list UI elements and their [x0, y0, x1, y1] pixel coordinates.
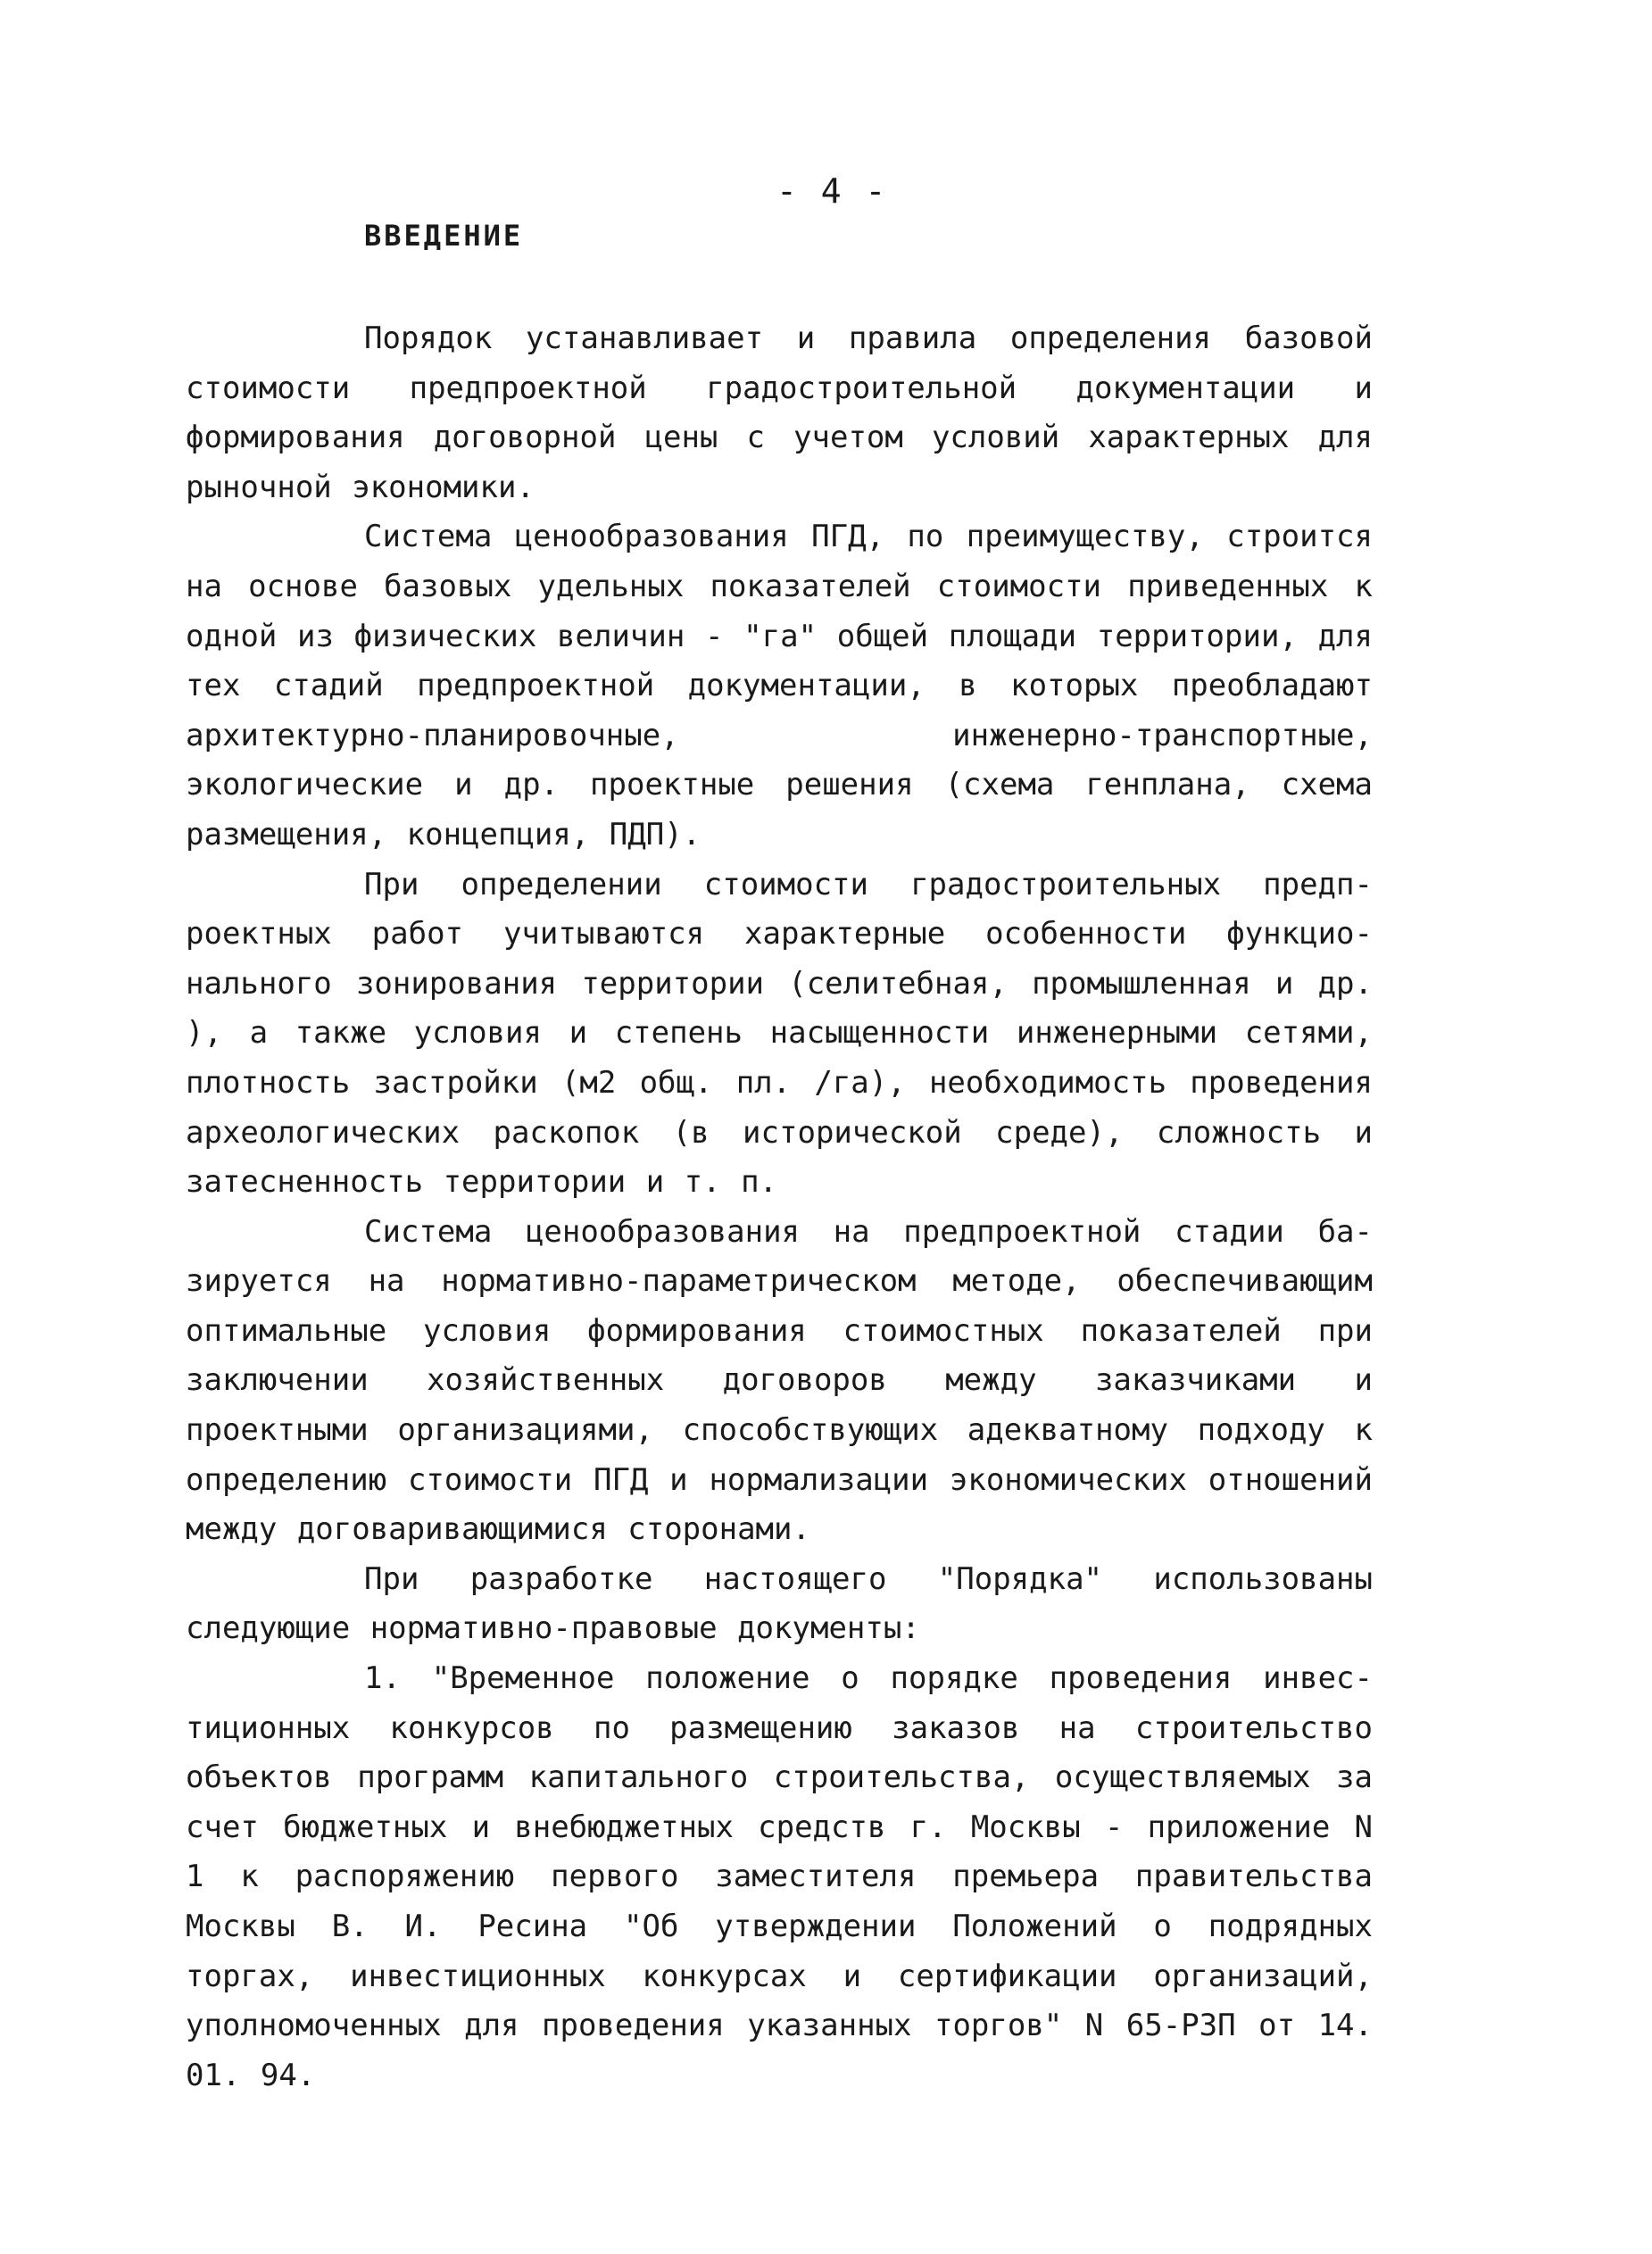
list-item: 1. "Временное положение о порядке проведения инвестиционных конкурсов по размещению заказов на строительство объектов программ капитального строительства, осуществляемых за счет бюджетных и внебюджетных средств г. Москвы - приложение N 1 к распоряжению первого заместителя премьера правительства Москвы В. И. Ресина "Об утверждении Положений о подрядных торгах, инвестиционных конкурсах и сертификации организаций, уполномоченных для проведения указанных торгов" N 65-РЗП от 14. 01. 94.: [186, 1660, 1373, 2093]
body-text: [186, 314, 1373, 2100]
paragraph: Порядок устанавливает и правила определения базовой стоимости предпроектной градостроительной документации и формирования договорной цены с учетом условий характерных для рыночной экономики.: [186, 320, 1373, 505]
page-number: - 4 -: [776, 171, 888, 211]
paragraph: Система ценообразования ПГД, по преимуществу, строится на основе базовых удельных показателей стоимости приведенных к одной из физических величин - "га" общей площади территории, для тех стадий предпроектной документации, в которых преобладают архитектурно-планировочные, инженерно-транспортные, экологические и др. проектные решения (схема генплана, схема размещения, концепция, ПДП).: [186, 519, 1373, 853]
section-heading: ВВЕДЕНИЕ: [364, 219, 524, 253]
paragraph: Система ценообразования на предпроектной стадии базируется на нормативно-параметрическом методе, обеспечивающим оптимальные условия формирования стоимостных показателей при заключении хозяйственных договоров между заказчиками и проектными организациями, способствующих адекватному подходу к определению стоимости ПГД и нормализации экономических отношений между договаривающимися сторонами.: [186, 1213, 1373, 1548]
paragraph: При определении стоимости градостроительных предпроектных работ учитываются характерные особенности функционального зонирования территории (селитебная, промышленная и др. ), а также условия и степень насыщенности инженерными сетями, плотность застройки (м2 общ. пл. /га), необходимость проведения археологических раскопок (в исторической среде), сложность и затесненность территории и т. п.: [186, 866, 1373, 1201]
paragraph: При разработке настоящего "Порядка" использованы следующие нормативно-правовые документы:: [186, 1560, 1373, 1647]
